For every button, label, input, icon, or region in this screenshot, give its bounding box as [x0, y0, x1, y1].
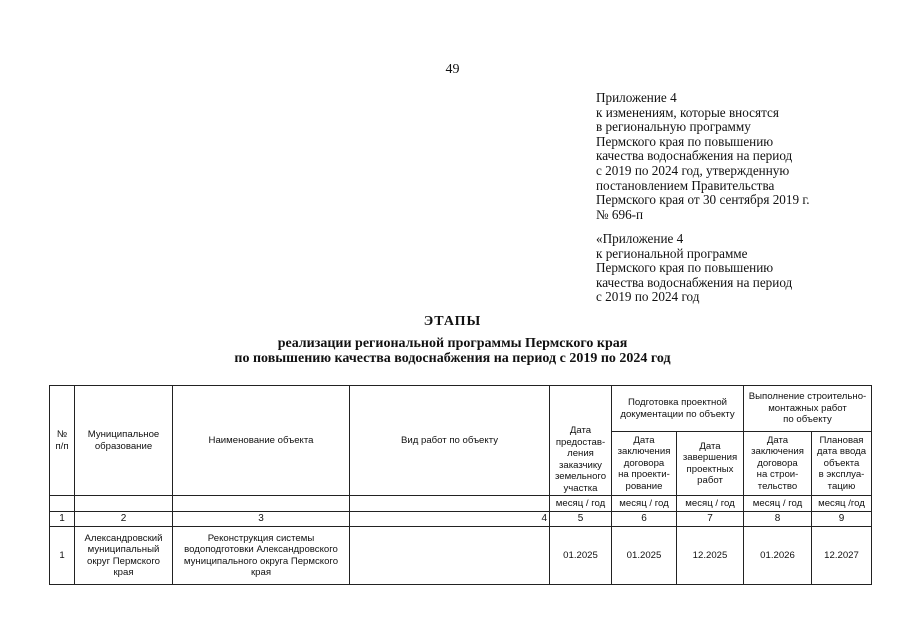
column-number: 6 — [612, 512, 677, 527]
row-work-type — [350, 527, 550, 585]
column-number: 8 — [744, 512, 812, 527]
column-number: 2 — [75, 512, 173, 527]
unit-cell: месяц / год — [550, 496, 612, 512]
unit-cell: месяц / год — [744, 496, 812, 512]
unit-cell: месяц /год — [812, 496, 872, 512]
appendix-line: с 2019 по 2024 год — [596, 289, 700, 305]
row-municipality: Александровский муниципальный округ Пермского края — [75, 527, 173, 585]
header-land-date: Дата предостав- ления заказчику земельного участка — [550, 386, 612, 496]
appendix-amendment-note — [596, 91, 896, 222]
column-number: 9 — [812, 512, 872, 527]
header-municipality: Муниципальное образование — [75, 386, 173, 496]
row-land-date: 01.2025 — [550, 527, 612, 585]
document-subtitle-line2: по повышению качества водоснабжения на период с 2019 по 2024 год — [234, 351, 671, 366]
appendix-line: постановлением Правительства — [596, 177, 775, 193]
header-commissioning: Плановая дата ввода объекта в эксплуа- тацию — [812, 432, 872, 496]
table-units-row — [50, 496, 872, 512]
column-number: 7 — [677, 512, 744, 527]
appendix-line: № 696-п — [596, 206, 644, 222]
appendix-line: к изменениям, которые вносятся — [596, 104, 779, 120]
table-header-row — [50, 386, 872, 432]
column-number: 1 — [50, 512, 75, 527]
page-number: 49 — [445, 62, 460, 77]
row-construction-contract: 01.2026 — [744, 527, 812, 585]
appendix-line: Пермского края по повышению — [596, 260, 774, 276]
unit-cell: месяц / год — [612, 496, 677, 512]
header-num: № п/п — [50, 386, 75, 496]
header-object-name: Наименование объекта — [173, 386, 350, 496]
unit-cell-empty — [173, 496, 350, 512]
appendix-line: в региональную программу — [596, 119, 751, 135]
header-construction-contract: Дата заключения договора на строи- тельство — [744, 432, 812, 496]
row-commissioning: 12.2027 — [812, 527, 872, 585]
column-number: 4 — [350, 512, 550, 527]
row-design-contract: 01.2025 — [612, 527, 677, 585]
column-number: 5 — [550, 512, 612, 527]
column-number: 3 — [173, 512, 350, 527]
row-design-completion: 12.2025 — [677, 527, 744, 585]
stages-table — [49, 385, 872, 585]
table-row — [50, 527, 872, 585]
row-object-name: Реконструкция системы водоподготовки Александровского муниципального округа Пермского края — [173, 527, 350, 585]
appendix-line: Приложение 4 — [596, 90, 677, 105]
unit-cell-empty — [50, 496, 75, 512]
header-design-completion: Дата завершения проектных работ — [677, 432, 744, 496]
unit-cell: месяц / год — [677, 496, 744, 512]
appendix-line: «Приложение 4 — [596, 231, 684, 246]
appendix-line: качества водоснабжения на период — [596, 148, 793, 164]
header-design-group: Подготовка проектной документации по объекту — [612, 386, 744, 432]
table-column-numbers-row — [50, 512, 872, 527]
unit-cell-empty — [350, 496, 550, 512]
appendix-line: качества водоснабжения на период — [596, 274, 793, 290]
appendix-original-note — [596, 232, 896, 305]
header-work-type: Вид работ по объекту — [350, 386, 550, 496]
unit-cell-empty — [75, 496, 173, 512]
appendix-line: Пермского края по повышению — [596, 133, 774, 149]
header-construction-group: Выполнение строительно- монтажных работ по объекту — [744, 386, 872, 432]
header-design-contract: Дата заключения договора на проекти- рование — [612, 432, 677, 496]
document-title: ЭТАПЫ — [423, 314, 482, 329]
appendix-line: Пермского края от 30 сентября 2019 г. — [596, 192, 810, 208]
appendix-line: к региональной программе — [596, 245, 748, 261]
row-num: 1 — [50, 527, 75, 585]
document-subtitle-line1: реализации региональной программы Пермского края — [277, 336, 628, 351]
appendix-line: с 2019 по 2024 год, утвержденную — [596, 162, 790, 178]
